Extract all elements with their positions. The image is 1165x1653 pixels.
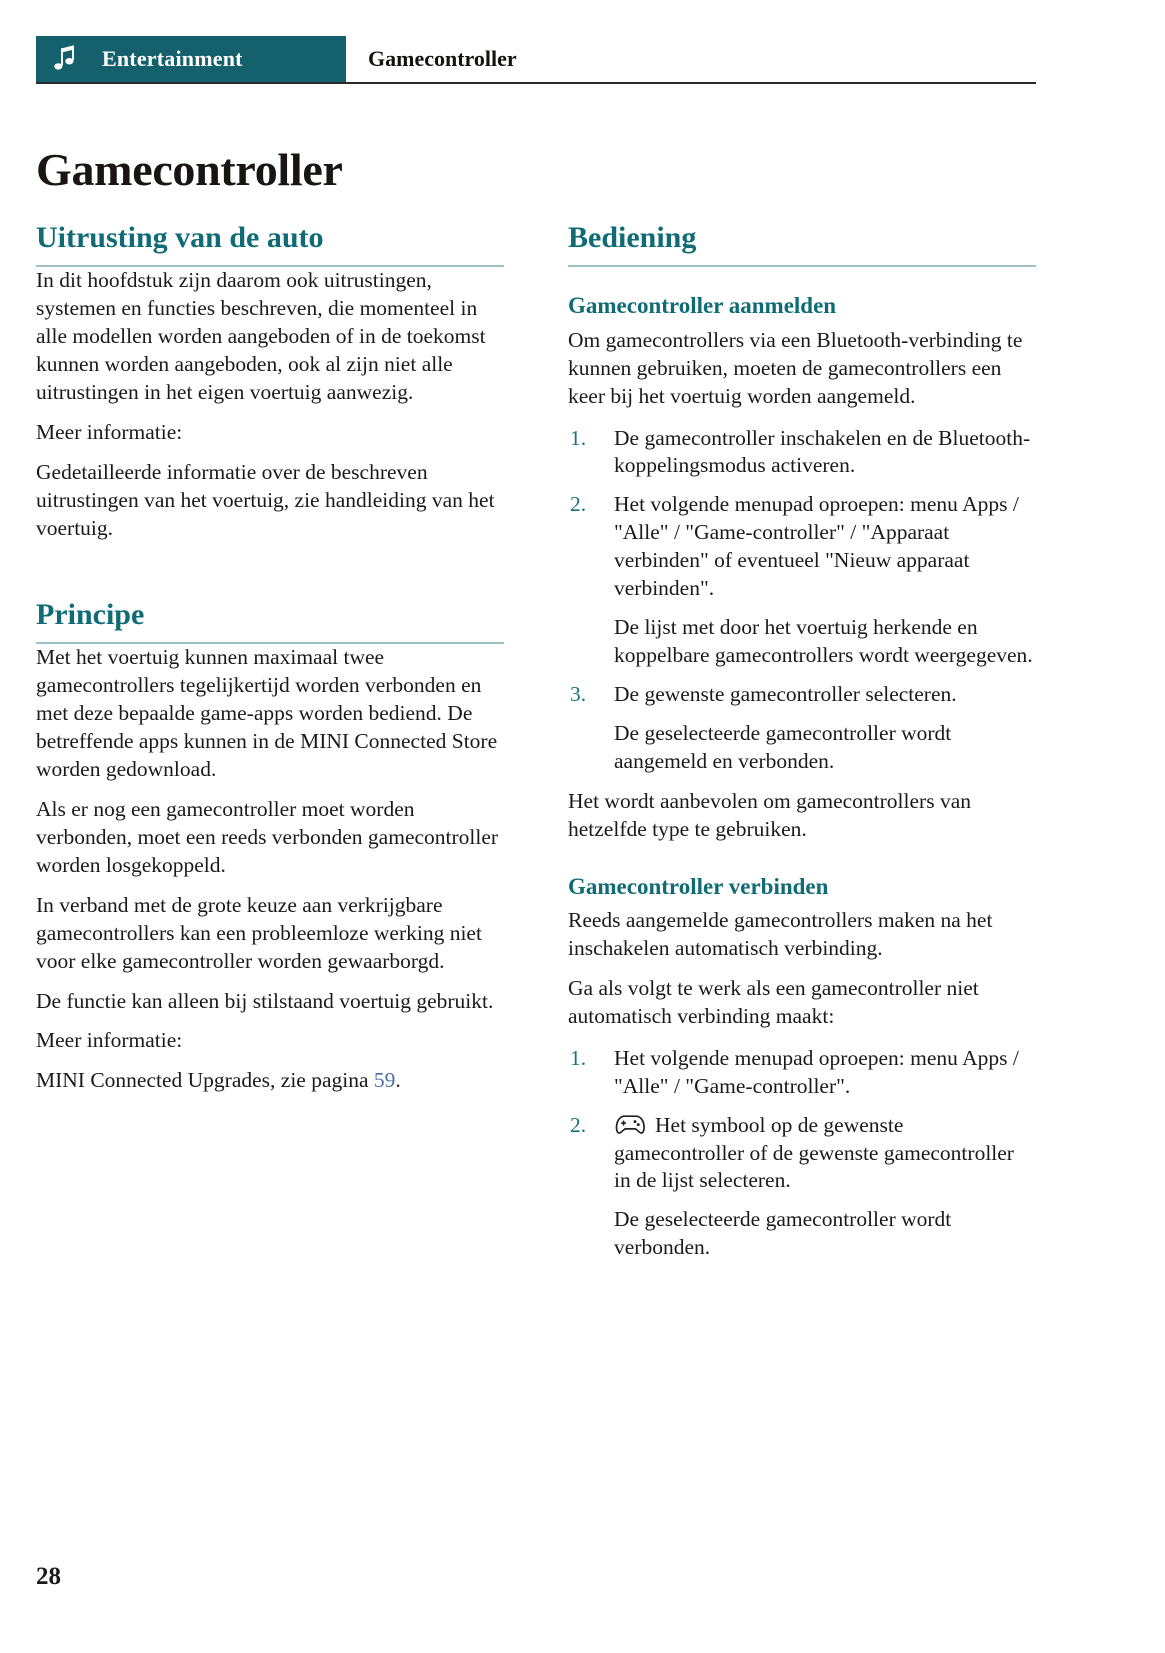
paragraph: Ga als volgt te werk als een gamecontroller niet automatisch verbinding maakt:: [568, 975, 979, 1028]
page-title: Gamecontroller: [36, 143, 343, 195]
list-item-text: De gamecontroller inschakelen en de Bluetooth-koppelingsmodus activeren.: [614, 425, 1031, 478]
page-reference-link[interactable]: 59: [373, 1068, 396, 1093]
list-item-number: 1.: [570, 425, 587, 450]
list-item-number: 2.: [570, 1112, 587, 1137]
running-header: [36, 36, 1036, 82]
list-item-number: 3.: [570, 682, 587, 706]
cross-reference-suffix: .: [395, 1068, 401, 1093]
paragraph: De functie kan alleen bij stilstaand voertuig gebruikt.: [36, 988, 494, 1013]
chapter-chip-label: Entertainment: [102, 46, 243, 71]
paragraph: In dit hoofdstuk zijn daarom ook uitrustingen, systemen en functies beschreven, die momenteel in alle modellen worden aangeboden of in de toekomst kunnen worden aangeboden, ook al zijn niet alle uitrustingen in het eigen voertuig aanwezig.: [36, 268, 486, 405]
chapter-chip: [36, 36, 346, 82]
paragraph: Als er nog een gamecontroller moet worden verbonden, moet een reeds verbonden gamecontroller worden losgekoppeld.: [36, 796, 499, 877]
header-divider: [36, 82, 1036, 84]
right-column: [568, 222, 1036, 1274]
list-item: [568, 1045, 1036, 1101]
list-item-text-with-icon: [614, 1112, 1036, 1196]
section-heading-bediening: Bediening: [568, 222, 1036, 267]
running-header-title: Gamecontroller: [368, 46, 517, 71]
paragraph: In verband met de grote keuze aan verkrijgbare gamecontrollers kan een probleemloze werking niet voor elke gamecontroller worden gewaarborgd.: [36, 892, 482, 973]
list-item-text: De gewenste gamecontroller selecteren.: [614, 682, 957, 706]
section-heading-uitrusting: Uitrusting van de auto: [36, 222, 504, 267]
paragraph: Het wordt aanbevolen om gamecontrollers van hetzelfde type te gebruiken.: [568, 788, 971, 841]
cross-reference: [36, 1067, 504, 1095]
gamepad-icon: [614, 1114, 645, 1135]
paragraph: Met het voertuig kunnen maximaal twee gamecontrollers tegelijkertijd worden verbonden en met deze bepaalde game-apps worden bediend. De betreffende apps kunnen in de MINI Connected Store worden gedownload.: [36, 645, 498, 781]
paragraph: Gedetailleerde informatie over de beschreven uitrustingen van het voertuig, zie handleiding van het voertuig.: [36, 460, 495, 540]
content-columns: [36, 222, 1036, 1274]
list-item: [568, 1112, 1036, 1263]
paragraph: Meer informatie:: [36, 1028, 183, 1053]
section-heading-principe: Principe: [36, 599, 504, 644]
paragraph: Om gamecontrollers via een Bluetooth-verbinding te kunnen gebruiken, moeten de gamecontrollers een keer bij het voertuig worden aangemeld.: [568, 327, 1023, 408]
list-item-text: Het volgende menupad oproepen: menu Apps / "Alle" / "Game-controller".: [614, 1045, 1019, 1098]
cross-reference-text: MINI Connected Upgrades, zie pagina: [36, 1068, 374, 1093]
list-item-text: Het symbool op de gewenste gamecontroller of de gewenste gamecontroller in de lijst selecteren.: [614, 1112, 1014, 1193]
paragraph: Reeds aangemelde gamecontrollers maken na het inschakelen automatisch verbinding.: [568, 907, 993, 960]
list-item: [568, 681, 1036, 776]
steps-list-verbinden: [568, 1045, 1036, 1263]
list-item-note: De lijst met door het voertuig herkende en koppelbare gamecontrollers wordt weergegeven.: [614, 615, 1033, 668]
list-item: [568, 425, 1036, 481]
list-item-number: 2.: [570, 492, 587, 517]
steps-list-aanmelden: [568, 425, 1036, 776]
subsection-heading-verbinden: Gamecontroller verbinden: [568, 873, 829, 899]
list-item: [568, 491, 1036, 670]
paragraph: Meer informatie:: [36, 420, 183, 445]
music-note-icon: [54, 45, 76, 73]
left-column: [36, 222, 504, 1274]
subsection-heading-aanmelden: Gamecontroller aanmelden: [568, 293, 837, 319]
list-item-note: De geselecteerde gamecontroller wordt verbonden.: [614, 1207, 952, 1260]
page-number: 28: [36, 1563, 61, 1590]
list-item-text: Het volgende menupad oproepen: menu Apps / "Alle" / "Game-controller" / "Apparaat verbinden" of eventueel "Nieuw apparaat verbinden".: [614, 492, 1019, 601]
list-item-note: De geselecteerde gamecontroller wordt aangemeld en verbonden.: [614, 720, 952, 773]
list-item-number: 1.: [570, 1045, 587, 1070]
